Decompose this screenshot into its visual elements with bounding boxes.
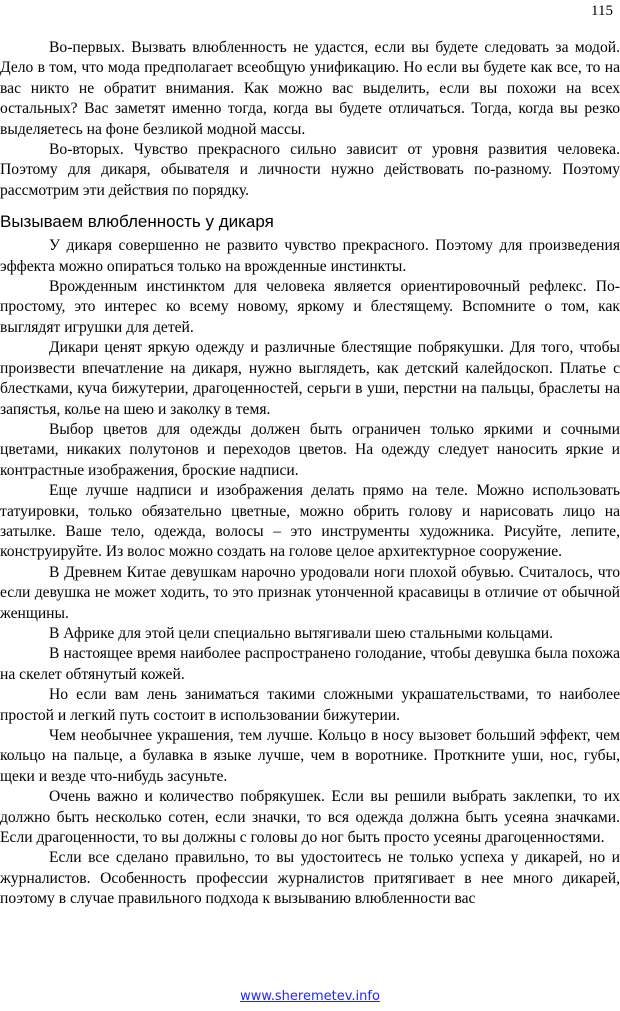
section-heading: Вызываем влюбленность у дикаря [0, 212, 274, 232]
paragraph: Если все сделано правильно, то вы удостоитесь не только успеха у дикарей, но и журналистов. Особенность профессии журналистов притягивает в нее много дикарей, поэтому в случае правильного подхода к вызыванию влюбленности вас [0, 849, 620, 908]
paragraph: Но если вам лень заниматься такими сложными украшательствами, то наиболее простой и легкий путь состоит в использовании бижутерии. [0, 686, 620, 724]
page-number: 115 [591, 3, 613, 19]
footer-website-link[interactable]: www.sheremetev.info [240, 989, 380, 1004]
paragraph: Врожденным инстинктом для человека является ориентировочный рефлекс. По-простому, это интерес ко всему новому, яркому и блестящему. Вспомните о том, как выглядят игрушки для детей. [0, 278, 620, 336]
page-body [0, 38, 620, 910]
paragraph: В Африке для этой цели специально вытягивали шею стальными кольцами. [49, 624, 554, 642]
paragraph: Дикари ценят яркую одежду и различные блестящие побрякушки. Для того, чтобы произвести впечатление на дикаря, нужно выглядеть, как детский калейдоскоп. Платье с блестками, куча бижутерии, драгоценностей, серьги в уши, перстни на пальцы, браслеты на запястья, колье на шею и заколку в темя. [0, 339, 620, 418]
paragraph: Еще лучше надписи и изображения делать прямо на теле. Можно использовать татуировки, только обязательно цветные, можно обрить голову и нарисовать лицо на затылке. Ваше тело, одежда, волосы – это инструменты художника. Рисуйте, лепите, конструируйте. Из волос можно создать на голове целое архитектурное сооружение. [0, 482, 620, 561]
paragraph: У дикаря совершенно не развито чувство прекрасного. Поэтому для произведения эффекта можно опираться только на врожденные инстинкты. [0, 237, 620, 275]
paragraph: В Древнем Китае девушкам нарочно уродовали ноги плохой обувью. Считалось, что если девушка не может ходить, то это признак утонченной красавицы в отличие от обычной женщины. [0, 563, 620, 622]
paragraph: Очень важно и количество побрякушек. Если вы решили выбрать заклепки, то их должно быть несколько сотен, если значки, то вся одежда должна быть усеяна значками. Если драгоценности, то вы должны с головы до ног быть просто усеяны драгоценностями. [0, 788, 620, 847]
paragraph: Во-первых. Вызвать влюбленность не удастся, если вы будете следовать за модой. Дело в том, что мода предполагает всеобщую унификацию. Но если вы будете как все, то на вас никто не обратит внимания. Как можно вас выделить, если вы похожи на всех остальных? Вас заметят именно тогда, когда вы будете отличаться. Тогда, когда вы резко выделяетесь на фоне безликой модной массы. [0, 39, 620, 138]
page-footer [0, 989, 620, 1004]
paragraph: Выбор цветов для одежды должен быть ограничен только яркими и сочными цветами, никаких полутонов и переходов цветов. На одежду следует наносить яркие и контрастные изображения, броские надписи. [0, 420, 620, 479]
paragraph: Во-вторых. Чувство прекрасного сильно зависит от уровня развития человека. Поэтому для дикаря, обывателя и личности нужно действовать по-разному. Поэтому рассмотрим эти действия по порядку. [0, 141, 620, 199]
paragraph: В настоящее время наиболее распространено голодание, чтобы девушка была похожа на скелет обтянутый кожей. [0, 645, 620, 683]
paragraph: Чем необычнее украшения, тем лучше. Кольцо в носу вызовет больший эффект, чем кольцо на пальце, а булавка в языке лучше, чем в воротнике. Проткните уши, нос, губы, щеки и везде что-нибудь засуньте. [0, 727, 620, 785]
